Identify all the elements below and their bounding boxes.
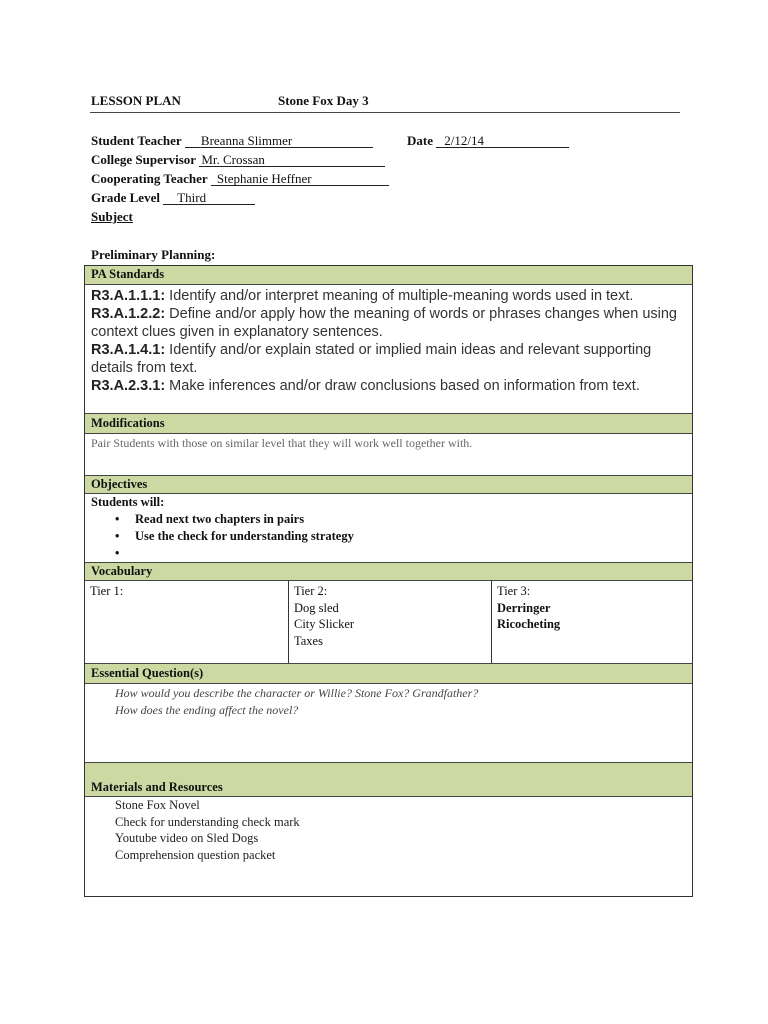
- objectives-heading: Objectives: [85, 475, 692, 494]
- lesson-plan-title: LESSON PLAN: [91, 93, 181, 108]
- objectives-list: [91, 511, 686, 545]
- tier1-label: Tier 1:: [90, 584, 124, 598]
- cooperating-teacher-label: Cooperating Teacher: [91, 171, 208, 186]
- standard-text: Identify and/or explain stated or implied main ideas and relevant supporting details from text.: [91, 342, 652, 376]
- standard-code: R3.A.1.1.1:: [91, 288, 166, 304]
- grade-level-value: Third: [163, 191, 255, 205]
- planning-table: [84, 265, 693, 897]
- objective-item: • Read next two chapters in pairs: [135, 511, 686, 528]
- student-teacher-line: [91, 133, 373, 149]
- pa-standards-list: [85, 286, 692, 395]
- standard-item: [91, 341, 686, 377]
- preliminary-planning-heading: Preliminary Planning:: [91, 247, 216, 262]
- tier2-cell: [289, 581, 492, 663]
- tier2-word: Dog sled: [294, 600, 339, 615]
- college-supervisor-line: [91, 152, 385, 168]
- date-label: Date: [407, 133, 433, 148]
- material-item: Check for understanding check mark: [115, 814, 300, 829]
- vocabulary-grid: [85, 581, 692, 663]
- standard-code: R3.A.1.2.2:: [91, 306, 166, 322]
- material-item: Stone Fox Novel: [115, 798, 200, 812]
- modifications-text: Pair Students with those on similar level that they will work well together with.: [91, 436, 473, 450]
- grade-level-label: Grade Level: [91, 190, 160, 205]
- tier2-word: Taxes: [294, 633, 323, 648]
- material-item: Comprehension question packet: [115, 847, 276, 862]
- lesson-name: Stone Fox Day 3: [278, 93, 369, 108]
- tier3-cell: [492, 581, 692, 663]
- modifications-heading: Modifications: [85, 413, 692, 434]
- date-value: 2/12/14: [436, 134, 569, 148]
- tier3-word: Derringer: [497, 600, 551, 615]
- material-item: Youtube video on Sled Dogs: [115, 831, 259, 845]
- college-supervisor-label: College Supervisor: [91, 152, 197, 167]
- materials-heading: Materials and Resources: [85, 762, 692, 797]
- objective-item: • Use the check for understanding strategy: [135, 528, 686, 545]
- standard-item: [91, 287, 686, 305]
- objectives-intro: Students will:: [91, 495, 165, 509]
- standard-code: R3.A.2.3.1:: [91, 378, 166, 394]
- cooperating-teacher-value: Stephanie Heffner: [211, 172, 389, 186]
- materials-body: [85, 797, 692, 863]
- vocabulary-heading: Vocabulary: [85, 562, 692, 581]
- tier2-label: Tier 2:: [294, 584, 328, 598]
- standard-item: [91, 377, 686, 395]
- date-line: [407, 133, 569, 149]
- objectives-body: [85, 494, 692, 545]
- subject-line: [91, 209, 133, 225]
- standard-item: [91, 305, 686, 341]
- tier1-cell: [85, 581, 289, 663]
- grade-level-line: [91, 190, 255, 206]
- subject-label: Subject: [91, 209, 133, 224]
- student-teacher-label: Student Teacher: [91, 133, 182, 148]
- college-supervisor-value: Mr. Crossan: [199, 153, 385, 167]
- cooperating-teacher-line: [91, 171, 389, 187]
- standard-text: Define and/or apply how the meaning of words or phrases changes when using context clues given in explanatory sentences.: [91, 306, 677, 340]
- standard-text: Make inferences and/or draw conclusions based on information from text.: [165, 378, 640, 394]
- standard-code: R3.A.1.4.1:: [91, 342, 166, 358]
- essential-questions-body: [85, 685, 692, 718]
- pa-standards-heading: PA Standards: [85, 266, 692, 285]
- header-rule: [90, 112, 680, 113]
- tier2-word: City Slicker: [294, 617, 355, 631]
- essential-question: How would you describe the character or Willie? Stone Fox? Grandfather?: [115, 686, 479, 700]
- student-teacher-value: Breanna Slimmer: [185, 134, 373, 148]
- essential-question: How does the ending affect the novel?: [115, 702, 299, 717]
- tier3-word: Ricocheting: [497, 617, 561, 631]
- essential-questions-heading: Essential Question(s): [85, 663, 692, 684]
- tier3-label: Tier 3:: [497, 584, 531, 598]
- standard-text: Identify and/or interpret meaning of multiple-meaning words used in text.: [165, 288, 634, 304]
